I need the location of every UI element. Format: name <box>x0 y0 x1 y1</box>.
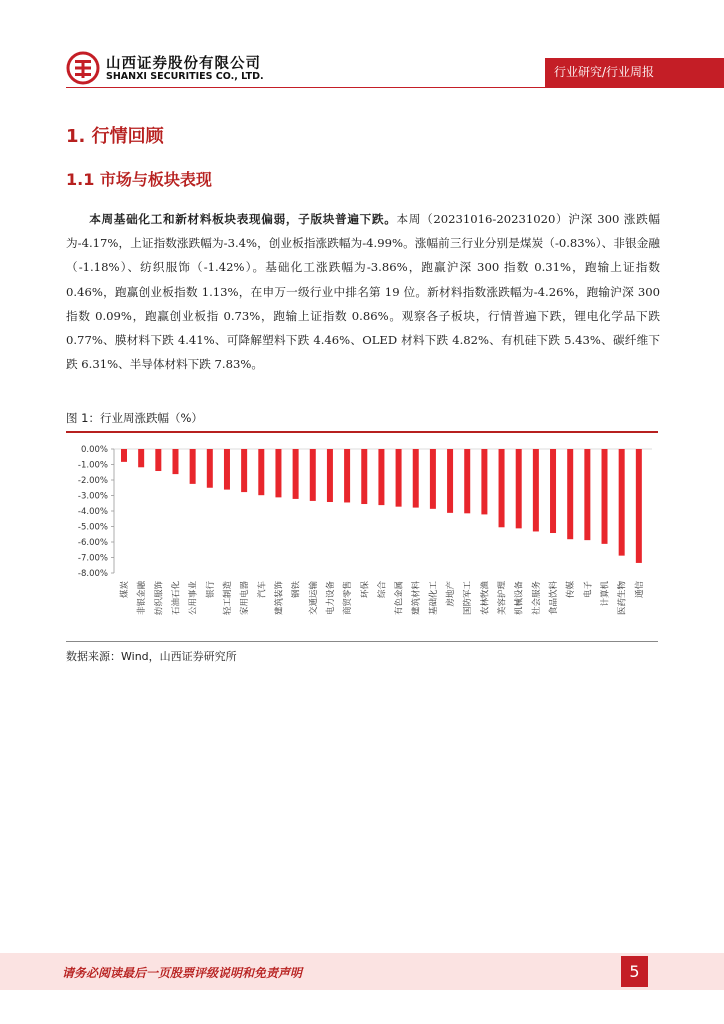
bar-商贸零售 <box>344 449 350 502</box>
bar-交通运输 <box>310 449 316 501</box>
bar-建筑装饰 <box>275 449 281 497</box>
bar-基础化工 <box>430 449 436 509</box>
x-category-label: 非银金融 <box>137 581 148 616</box>
x-category-label: 汽车 <box>257 581 268 599</box>
x-category-label: 商贸零售 <box>343 581 354 616</box>
bar-通信 <box>636 449 642 563</box>
bar-家用电器 <box>241 449 247 492</box>
bar-环保 <box>361 449 367 504</box>
company-logo-icon <box>66 51 100 85</box>
bar-食品饮料 <box>550 449 556 533</box>
bar-电力设备 <box>327 449 333 502</box>
x-category-label: 轻工制造 <box>222 581 233 616</box>
bar-轻工制造 <box>224 449 230 490</box>
x-category-label: 电子 <box>583 581 594 599</box>
x-category-label: 银行 <box>205 581 216 599</box>
y-tick-label: -7.00% <box>77 553 108 564</box>
x-category-label: 传媒 <box>566 581 577 599</box>
y-tick-label: 0.00% <box>80 445 108 455</box>
x-category-label: 环保 <box>360 581 371 599</box>
y-tick-label: -4.00% <box>77 507 108 517</box>
figure-title: 图 1：行业周涨跌幅（%） <box>66 411 203 425</box>
bar-石油石化 <box>172 449 178 474</box>
x-category-label: 交通运输 <box>308 581 319 616</box>
bar-钢铁 <box>293 449 299 499</box>
page-number: 5 <box>621 956 648 987</box>
x-category-label: 建筑装饰 <box>274 581 285 616</box>
x-category-label: 美容护理 <box>497 581 508 616</box>
bar-非银金融 <box>138 449 144 467</box>
x-category-label: 医药生物 <box>617 581 628 616</box>
bar-有色金属 <box>396 449 402 507</box>
bar-汽车 <box>258 449 264 495</box>
x-category-label: 机械设备 <box>514 581 525 616</box>
x-category-label: 电力设备 <box>325 581 336 616</box>
section-heading: 1. 行情回顾 <box>66 126 164 147</box>
bar-美容护理 <box>499 449 505 527</box>
x-category-label: 公用事业 <box>188 581 199 616</box>
y-tick-label: -2.00% <box>77 476 108 486</box>
header-category-label: 行业研究/行业周报 <box>554 65 655 79</box>
x-category-label: 房地产 <box>446 581 457 607</box>
figure-source: 数据来源：Wind，山西证券研究所 <box>66 650 237 663</box>
bar-计算机 <box>602 449 608 544</box>
bar-机械设备 <box>516 449 522 528</box>
company-name-cn: 山西证券股份有限公司 <box>106 56 261 72</box>
bar-农林牧渔 <box>481 449 487 514</box>
bar-电子 <box>584 449 590 540</box>
x-category-label: 食品饮料 <box>549 581 560 616</box>
x-category-label: 基础化工 <box>428 581 439 616</box>
x-category-label: 有色金属 <box>394 581 405 616</box>
y-tick-label: -1.00% <box>77 460 108 471</box>
company-name-en: SHANXI SECURITIES CO., LTD. <box>106 71 264 82</box>
figure-title-rule <box>66 431 658 433</box>
bar-建筑材料 <box>413 449 419 508</box>
bar-银行 <box>207 449 213 488</box>
bar-公用事业 <box>190 449 196 484</box>
subsection-heading: 1.1 市场与板块表现 <box>66 170 212 189</box>
x-category-label: 社会服务 <box>531 581 542 616</box>
bar-医药生物 <box>619 449 625 556</box>
x-category-label: 纺织服饰 <box>154 581 165 616</box>
bar-综合 <box>378 449 384 505</box>
x-category-label: 家用电器 <box>240 581 251 616</box>
x-category-label: 钢铁 <box>291 581 302 599</box>
paragraph-lead: 本周基础化工和新材料板块表现偏弱，子版块普遍下跌。 <box>89 212 397 226</box>
market-summary-paragraph <box>66 207 660 376</box>
bar-煤炭 <box>121 449 127 462</box>
source-divider <box>66 641 658 642</box>
x-category-label: 通信 <box>634 581 645 599</box>
footer-disclaimer: 请务必阅读最后一页股票评级说明和免责声明 <box>62 966 303 980</box>
x-category-label: 国防军工 <box>463 581 474 616</box>
x-category-label: 建筑材料 <box>411 581 422 616</box>
y-tick-label: -5.00% <box>77 522 108 533</box>
paragraph-body: 本周（20231016-20231020）沪深 300 涨跌幅为-4.17%，上证指数涨跌幅为-3.4%，创业板指涨跌幅为-4.99%。涨幅前三行业分别是煤炭（-0.83%）、非银金融（-1.18%）、纺织服饰（-1.42%）。基础化工涨跌幅为-3.86%，跑赢沪深 300 指数 0.31%，跑输上证指数 0.46%，跑赢创业板指数 1.13%，在申万一级行业中排名第 19 位。新材料指数涨跌幅为-4.26%，跑输沪深 300 指数 0.09%，跑赢创业板指 0.73%，跑输上证指数 0.86%。观察各子板块，行情普遍下跌，锂电化学品下跌 0.77%、膜材料下跌 4.41%、可降解塑料下跌 4.46%、OLED 材料下跌 4.82%、有机硅下跌 5.43%、碳纤维下跌 6.31%、半导体材料下跌 7.83%。 <box>66 212 660 372</box>
x-category-label: 石油石化 <box>171 581 182 616</box>
x-category-label: 综合 <box>377 581 388 599</box>
x-category-label: 计算机 <box>600 581 611 607</box>
bar-社会服务 <box>533 449 539 531</box>
header-divider <box>66 87 724 88</box>
x-category-label: 煤炭 <box>120 581 130 599</box>
bar-国防军工 <box>464 449 470 513</box>
y-tick-label: -3.00% <box>77 491 108 502</box>
y-tick-label: -6.00% <box>77 538 108 548</box>
bar-传媒 <box>567 449 573 539</box>
bar-纺织服饰 <box>155 449 161 471</box>
bar-房地产 <box>447 449 453 513</box>
y-tick-label: -8.00% <box>77 569 108 579</box>
x-category-label: 农林牧渔 <box>480 581 491 616</box>
industry-weekly-change-chart <box>66 436 658 640</box>
